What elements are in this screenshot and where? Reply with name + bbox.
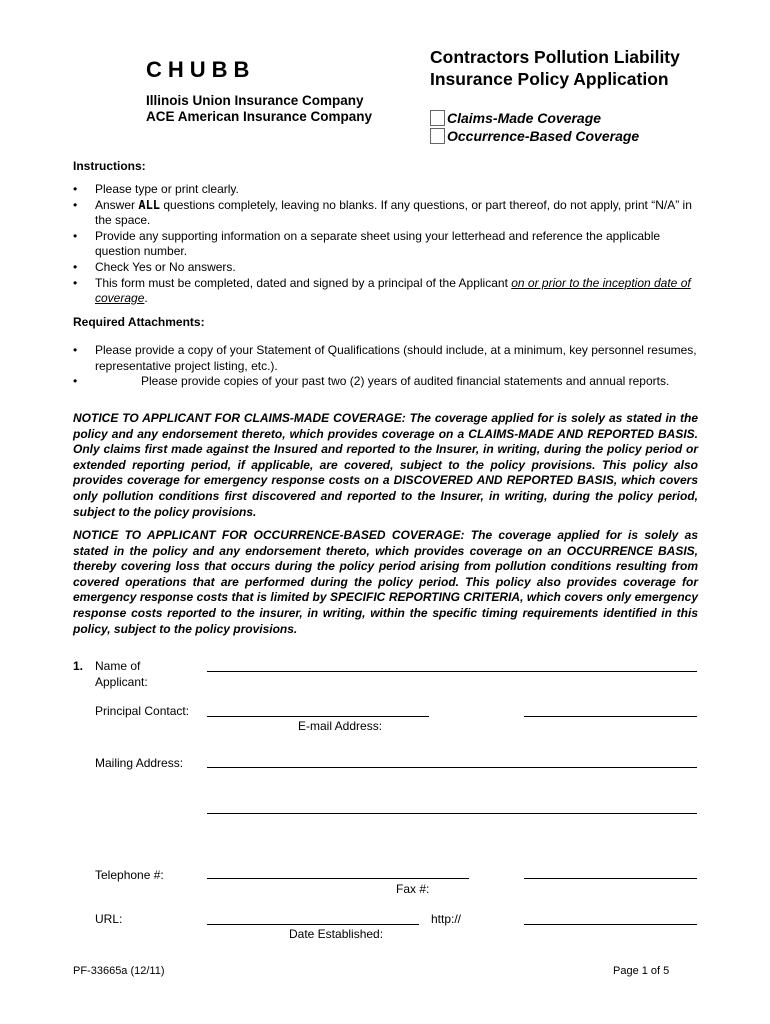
instructions-heading: Instructions: (73, 159, 146, 173)
instruction-item: • Check Yes or No answers. (73, 260, 698, 276)
instruction-item: • Provide any supporting information on a separate sheet using your letterhead and reference the applicable question number. (73, 229, 698, 260)
occurrence-notice: NOTICE TO APPLICANT FOR OCCURRENCE-BASED COVERAGE: The coverage applied for is solely as stated in the policy and any endorsement thereto, which provides coverage on an OCCURRENCE BASIS, thereby covering loss that occurs during the policy period arising from pollution conditions resulting from covered operations that are performed during the policy period. This policy also provides coverage for emergency response costs that is limited by SPECIFIC REPORTING CRITERIA, which covers only emergency response costs reported to the insurer, in writing, within the specific timing requirements identified in this policy, subject to the policy provisions. (73, 528, 698, 636)
fax-field[interactable] (524, 878, 697, 879)
title-line-1: Contractors Pollution Liability (430, 47, 680, 67)
attachment-item: • Please provide copies of your past two (2) years of audited financial statements and annual reports. (73, 374, 698, 390)
telephone-label: Telephone #: (95, 868, 164, 882)
question-number: 1. (73, 659, 84, 673)
form-title (430, 46, 750, 90)
svg-text:CHUBB: CHUBB (146, 58, 256, 80)
instruction-item: • Answer ALL questions completely, leaving no blanks. If any questions, or part thereof, do not apply, print “N/A” in the space. (73, 198, 698, 229)
mailing-address-field-1[interactable] (207, 767, 697, 768)
attachment-item: • Please provide a copy of your Statement of Qualifications (should include, at a minimum, key personnel resumes, representative project listing, etc.). (73, 343, 698, 374)
instruction-item: • This form must be completed, dated and signed by a principal of the Applicant on or prior to the inception date of coverage. (73, 276, 698, 307)
form-number: PF-33665a (12/11) (73, 965, 165, 977)
coverage-option-claims-made[interactable] (430, 109, 639, 127)
applicant-name-field[interactable] (207, 671, 697, 672)
instructions-list (73, 182, 698, 307)
name-of-applicant-label: Name of Applicant: (95, 659, 148, 689)
occurrence-label: Occurrence-Based Coverage (447, 128, 640, 144)
title-line-2: Insurance Policy Application (430, 69, 669, 89)
company-2: ACE American Insurance Company (146, 109, 373, 124)
claims-made-notice: NOTICE TO APPLICANT FOR CLAIMS-MADE COVERAGE: The coverage applied for is solely as stated in the policy and any endorsement thereto, which provides coverage on a CLAIMS-MADE AND REPORTED BASIS. Only claims first made against the Insured and reported to the Insurer, in writing, during the policy period or extended reporting period, if applicable, are covered, subject to the policy provisions. This policy also provides coverage for emergency response costs on a DISCOVERED AND REPORTED BASIS, which covers only pollution conditions first discovered and reported to the Insurer, in writing, during the policy period, subject to the policy provisions. (73, 411, 698, 519)
mailing-address-label: Mailing Address: (95, 756, 184, 770)
date-established-field[interactable] (524, 924, 697, 925)
chubb-logo (146, 58, 282, 80)
email-field[interactable] (524, 716, 697, 717)
url-label: URL: (95, 912, 123, 926)
mailing-address-field-2[interactable] (207, 813, 697, 814)
occurrence-checkbox[interactable] (430, 128, 445, 144)
company-1: Illinois Union Insurance Company (146, 93, 364, 108)
principal-contact-field[interactable] (207, 716, 429, 717)
instruction-item: • Please type or print clearly. (73, 182, 698, 198)
http-label: http:// (431, 912, 462, 926)
principal-contact-label: Principal Contact: (95, 704, 190, 718)
coverage-option-occurrence[interactable] (430, 127, 639, 145)
telephone-field[interactable] (207, 878, 469, 879)
insurer-names (146, 93, 372, 125)
email-label: E-mail Address: (298, 719, 383, 733)
claims-made-label: Claims-Made Coverage (447, 110, 602, 126)
attachments-list (73, 343, 698, 390)
page-number: Page 1 of 5 (613, 965, 670, 977)
url-field[interactable] (207, 924, 419, 925)
coverage-options (430, 109, 639, 145)
date-established-label: Date Established: (289, 927, 384, 941)
fax-label: Fax #: (396, 882, 430, 896)
claims-made-checkbox[interactable] (430, 110, 445, 126)
attachments-heading: Required Attachments: (73, 315, 205, 329)
